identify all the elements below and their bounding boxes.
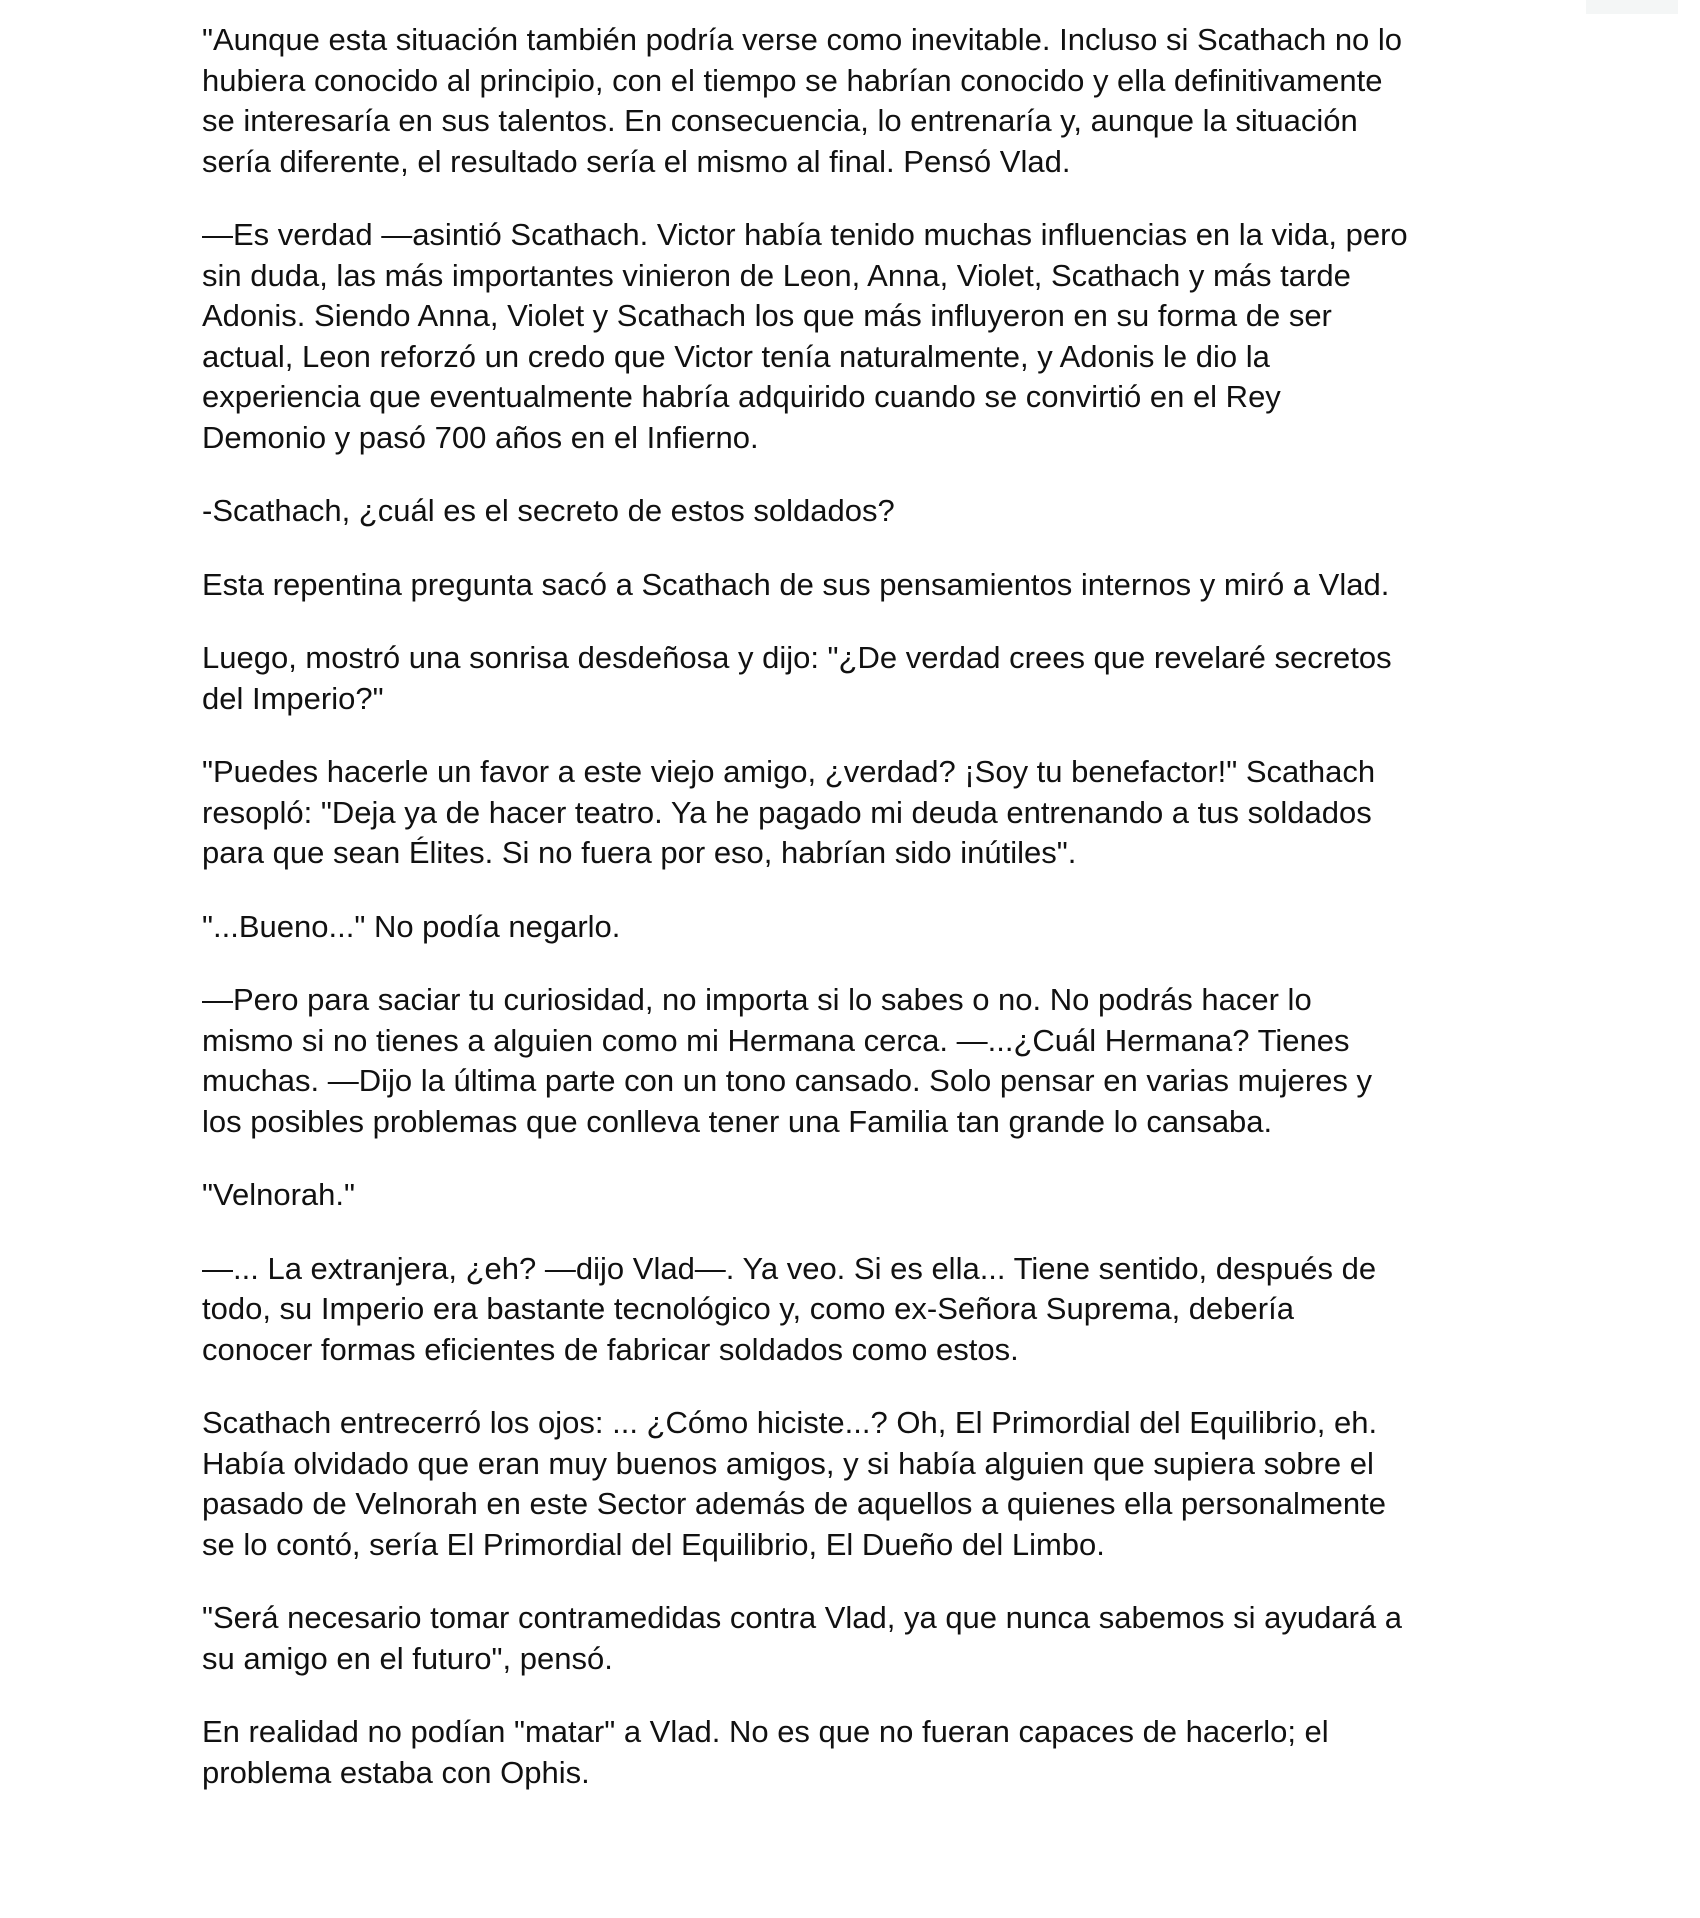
paragraph: [202, 638, 1522, 719]
text-line: Scathach entrecerró los ojos: ... ¿Cómo hiciste...? Oh, El Primordial del Equilibrio, eh.: [202, 1405, 1378, 1440]
text-line: Esta repentina pregunta sacó a Scathach de sus pensamientos internos y miró a Vlad.: [202, 566, 1390, 602]
paragraph: [202, 1403, 1522, 1565]
text-line: sería diferente, el resultado sería el mismo al final. Pensó Vlad.: [202, 143, 1071, 179]
text-line: —Pero para saciar tu curiosidad, no importa si lo sabes o no. No podrás hacer lo: [202, 982, 1312, 1017]
paragraph: [202, 1712, 1522, 1793]
text-line: resopló: "Deja ya de hacer teatro. Ya he pagado mi deuda entrenando a tus soldados: [202, 794, 1372, 830]
text-line: hubiera conocido al principio, con el tiempo se habrían conocido y ella definitivamente: [202, 62, 1383, 98]
paragraph: [202, 20, 1522, 182]
text-line: muchas. —Dijo la última parte con un tono cansado. Solo pensar en varias mujeres y: [202, 1063, 1372, 1098]
text-line: para que sean Élites. Si no fuera por eso, habrían sido inútiles".: [202, 835, 1077, 870]
text-line: Luego, mostró una sonrisa desdeñosa y dijo: "¿De verdad crees que revelaré secretos: [202, 640, 1392, 675]
text-line: —Es verdad —asintió Scathach. Victor había tenido muchas influencias en la vida, pero: [202, 217, 1408, 252]
text-line: —... La extranjera, ¿eh? —dijo Vlad—. Ya veo. Si es ella... Tiene sentido, después de: [202, 1250, 1377, 1286]
text-line: problema estaba con Ophis.: [202, 1754, 590, 1790]
paragraph: [202, 215, 1522, 458]
paragraph: [202, 1175, 1522, 1216]
text-line: -Scathach, ¿cuál es el secreto de estos soldados?: [202, 493, 895, 528]
text-line: sin duda, las más importantes vinieron de Leon, Anna, Violet, Scathach y más tarde: [202, 257, 1351, 293]
text-line: del Imperio?": [202, 680, 384, 716]
paragraph: [202, 980, 1522, 1142]
paragraph: [202, 1598, 1522, 1679]
text-line: se lo contó, sería El Primordial del Equilibrio, El Dueño del Limbo.: [202, 1526, 1105, 1562]
paragraph: [202, 752, 1522, 874]
paragraph: [202, 565, 1522, 606]
paragraph: [202, 491, 1522, 532]
text-line: actual, Leon reforzó un credo que Victor tenía naturalmente, y Adonis le dio la: [202, 338, 1270, 374]
paragraph: [202, 1249, 1522, 1371]
text-line: su amigo en el futuro", pensó.: [202, 1640, 613, 1676]
page-corner-mark: [1586, 0, 1678, 14]
text-line: experiencia que eventualmente habría adquirido cuando se convirtió en el Rey: [202, 379, 1281, 414]
text-line: "Será necesario tomar contramedidas contra Vlad, ya que nunca sabemos si ayudará a: [202, 1600, 1403, 1635]
text-line: "Aunque esta situación también podría verse como inevitable. Incluso si Scathach no lo: [202, 22, 1403, 57]
text-line: todo, su Imperio era bastante tecnológico y, como ex-Señora Suprema, debería: [202, 1291, 1294, 1326]
text-line: los posibles problemas que conlleva tener una Familia tan grande lo cansaba.: [202, 1103, 1273, 1139]
paragraph: [202, 907, 1522, 948]
text-line: En realidad no podían "matar" a Vlad. No es que no fueran capaces de hacerlo; el: [202, 1714, 1329, 1749]
text-column: [202, 20, 1522, 1826]
text-line: mismo si no tienes a alguien como mi Hermana cerca. —...¿Cuál Hermana? Tienes: [202, 1022, 1350, 1058]
text-line: "Velnorah.": [202, 1177, 356, 1212]
text-line: conocer formas eficientes de fabricar soldados como estos.: [202, 1331, 1019, 1367]
text-line: "Puedes hacerle un favor a este viejo amigo, ¿verdad? ¡Soy tu benefactor!" Scathach: [202, 754, 1376, 789]
text-line: se interesaría en sus talentos. En consecuencia, lo entrenaría y, aunque la situación: [202, 103, 1358, 138]
text-line: Adonis. Siendo Anna, Violet y Scathach los que más influyeron en su forma de ser: [202, 298, 1332, 333]
text-line: pasado de Velnorah en este Sector además de aquellos a quienes ella personalmente: [202, 1486, 1386, 1521]
text-line: Demonio y pasó 700 años en el Infierno.: [202, 419, 759, 455]
text-line: "...Bueno..." No podía negarlo.: [202, 908, 621, 944]
text-line: Había olvidado que eran muy buenos amigos, y si había alguien que supiera sobre el: [202, 1445, 1374, 1481]
